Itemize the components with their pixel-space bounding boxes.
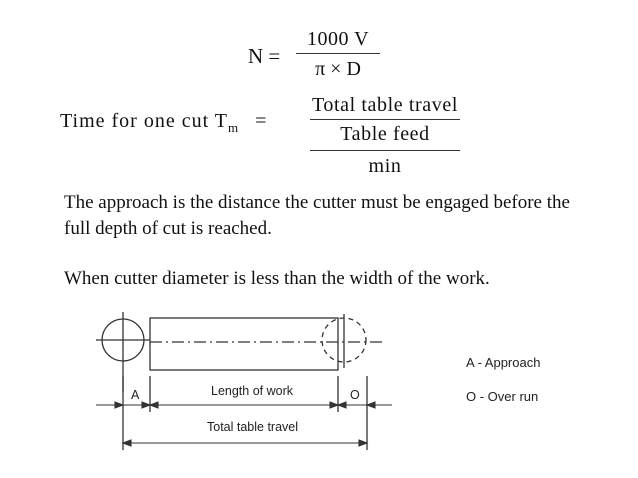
time-formula-unit: min — [368, 155, 402, 177]
overrun-arrowhead-2 — [367, 402, 375, 408]
work-length-arrowhead-1 — [150, 402, 158, 408]
approach-paragraph: The approach is the distance the cutter must be engaged before the full depth of cut is reached. — [64, 192, 570, 239]
approach-label: A — [131, 388, 140, 402]
time-formula-subscript: m — [228, 120, 240, 135]
time-formula-numerator: Total table travel — [311, 94, 458, 116]
total-travel-arrowhead-1 — [123, 440, 131, 446]
time-formula-denominator: Table feed — [310, 119, 460, 151]
time-formula-lhs-text: Time for one cut T — [60, 110, 228, 132]
speed-formula-numerator: 1000 V — [306, 28, 370, 50]
approach-arrowhead-1 — [115, 402, 123, 408]
time-formula-equals: = — [255, 110, 268, 132]
overrun-arrowhead-1 — [338, 402, 346, 408]
overrun-label: O — [350, 388, 360, 402]
legend-overrun: O - Over run — [466, 389, 539, 404]
total-travel-arrowhead-2 — [359, 440, 367, 446]
total-table-travel-label: Total table travel — [207, 420, 299, 434]
speed-formula-lhs: N = — [248, 44, 281, 68]
condition-paragraph: When cutter diameter is less than the width of the work. — [64, 268, 490, 289]
workpiece-outline — [150, 318, 338, 370]
speed-formula-denominator: π × D — [296, 53, 380, 81]
length-of-work-label: Length of work — [211, 384, 293, 398]
legend-approach: A - Approach — [466, 355, 541, 370]
